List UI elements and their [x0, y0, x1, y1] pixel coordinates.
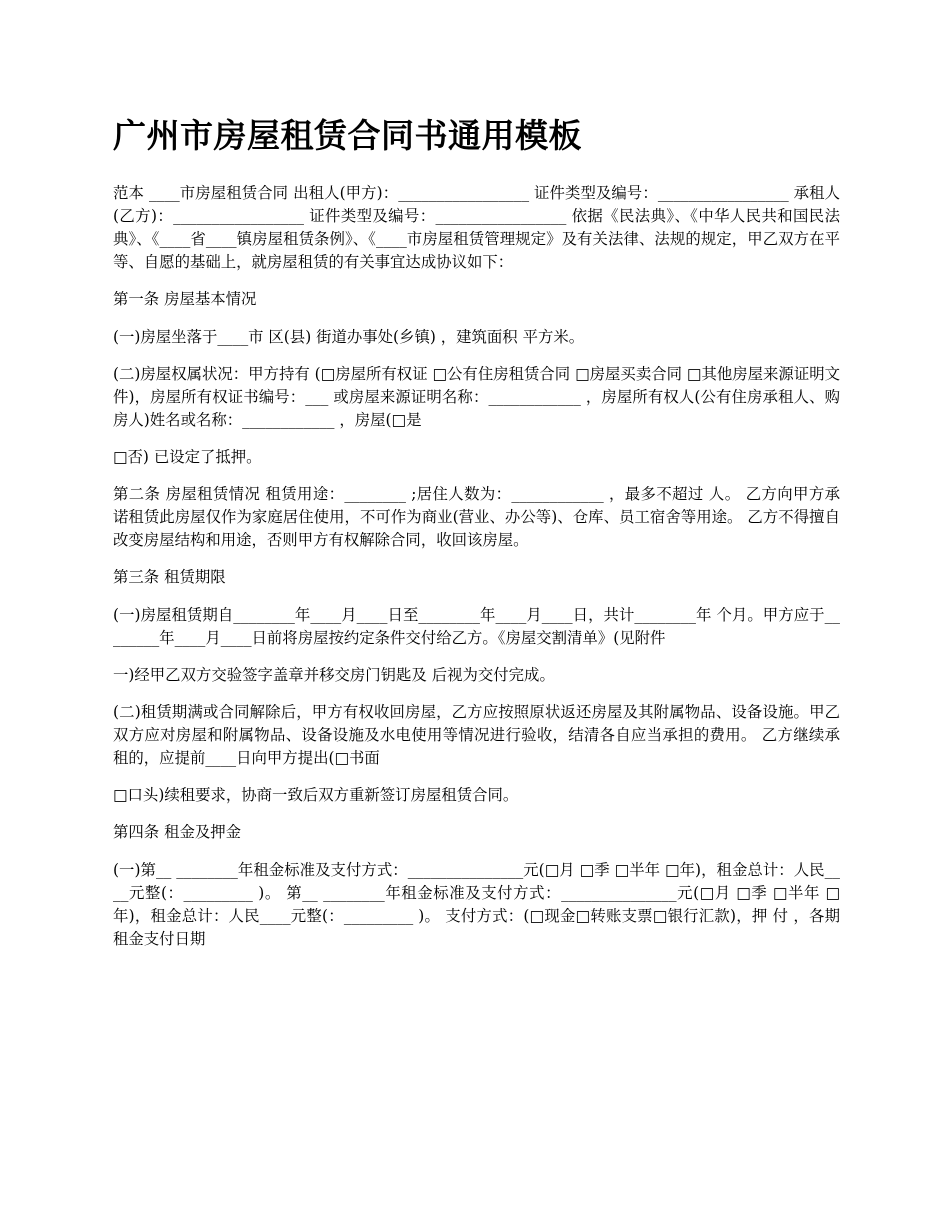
article-3-clause-1-continued: 一)经甲乙双方交验签字盖章并移交房门钥匙及 后视为交付完成。 — [113, 666, 555, 684]
article-2-paragraph: 第二条 房屋租赁情况 租赁用途：________ ;居住人数为：____________ ，最多不超过 人。 乙方向甲方承诺租赁此房屋仅作为家庭居住使用，不可作为商业(营业、办公等)、仓库、员工宿舍等用途。 乙方不得擅自改变房屋结构和用途，否则甲方有权解除合同，收回该房屋。 — [113, 485, 840, 549]
article-3-clause-2: (二)租赁期满或合同解除后，甲方有权收回房屋，乙方应按照原状返还房屋及其附属物品、设备设施。甲乙双方应对房屋和附属物品、设备设施及水电使用等情况进行验收，结清各自应当承担的费用。 乙方继续承租的，应提前____日向甲方提出(□书面 — [113, 703, 840, 767]
document-title: 广州市房屋租赁合同书通用模板 — [113, 116, 582, 155]
article-4-heading: 第四条 租金及押金 — [113, 823, 242, 841]
article-4-clause-1: (一)第__ ________年租金标准及支付方式：_______________元(□月 □季 □半年 □年)，租金总计：人民____元整(：_________ )。 第__ ________年租金标准及支付方式：_______________元(□月 □季 □半年 □年)，租金总计：人民____元整(：_________ )。 支付方式：(□现金□转账支票□银行汇款)，押 付 ，各期租金支付日期 — [113, 861, 840, 948]
article-1-clause-2: (二)房屋权属状况：甲方持有 (□房屋所有权证 □公有住房租赁合同 □房屋买卖合同 □其他房屋来源证明文件)，房屋所有权证书编号：___ 或房屋来源证明名称：____________ ，房屋所有权人(公有住房承租人、购房人)姓名或名称：____________ ，房屋(□是 — [113, 365, 840, 429]
article-1-clause-1: (一)房屋坐落于____市 区(县) 街道办事处(乡镇) ，建筑面积 平方米。 — [113, 328, 585, 346]
article-3-clause-1: (一)房屋租赁期自________年____月____日至________年____月____日，共计________年 个月。甲方应于________年____月____日前将房屋按约定条件交付给乙方。《房屋交割清单》(见附件 — [113, 606, 840, 647]
document-page — [113, 112, 840, 965]
article-1-clause-2-continued: □否) 已设定了抵押。 — [113, 448, 262, 466]
preamble-paragraph: 范本 ____市房屋租赁合同 出租人(甲方)：_________________ 证件类型及编号：_________________ 承租人(乙方)：_________________ 证件类型及编号：_________________ 依据《民法典》、《中华人民共和国民法典》、《____省____镇房屋租赁条例》、《____市房屋租赁管理规定》及有关法律、法规的规定，甲乙双方在平等、自愿的基础上，就房屋租赁的有关事宜达成协议如下： — [113, 184, 840, 271]
article-3-heading: 第三条 租赁期限 — [113, 568, 226, 586]
article-3-clause-2-continued: □口头)续租要求，协商一致后双方重新签订房屋租赁合同。 — [113, 786, 519, 804]
article-1-heading: 第一条 房屋基本情况 — [113, 290, 257, 308]
